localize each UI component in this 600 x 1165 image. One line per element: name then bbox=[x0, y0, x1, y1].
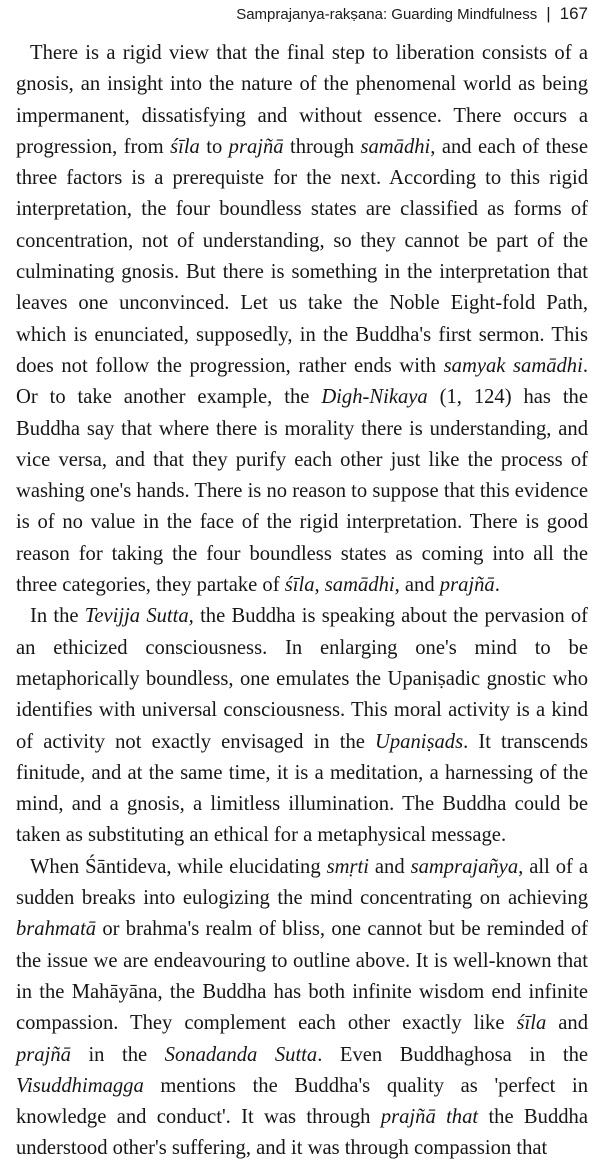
running-title: Samprajanya-rakṣana: Guarding Mindfulness bbox=[236, 5, 538, 23]
paragraph: In the Tevijja Sutta, the Buddha is speaking about the pervasion of an ethicized consciousness. In enlarging one's mind to be metaphorically boundless, one emulates the Upaniṣadic gnostic who identifies with universal consciousness. This moral activity is a kind of activity not exactly envisaged in the Upaniṣads. It transcends finitude, and at the same time, it is a meditation, a harnessing of the mind, and a gnosis, a limitless illumination. The Buddha could be taken as substituting an ethical for a metaphysical message. bbox=[16, 605, 589, 847]
italic-term: Digh-Nikaya bbox=[321, 386, 428, 409]
italic-term: Sonadanda Sutta bbox=[164, 1043, 318, 1066]
header-separator: | bbox=[546, 4, 551, 23]
paragraph: When Śāntideva, while elucidating smṛti and samprajañya, all of a sudden breaks into eulogizing the mind concentrating on achieving brahmatā or brahma's realm of bliss, one cannot but be reminded of the issue we are endeavouring to outline above. It is well-known that in the Mahāyāna, the Buddha has both infinite wisdom end infinite compassion. They complement each other exactly like śīla and prajñā in the Sonadanda Sutta. Even Buddhaghosa in the Visuddhimagga mentions the Buddha's quality as 'perfect in knowledge and conduct'. It was through prajñā that the Buddha understood other's suffering, and it was through compassion that bbox=[16, 855, 589, 1160]
italic-term: samādhi bbox=[360, 135, 431, 158]
italic-term: śīla bbox=[516, 1012, 547, 1035]
italic-term: smṛti bbox=[326, 855, 369, 878]
italic-term: prajñā bbox=[16, 1043, 71, 1066]
italic-term: śīla bbox=[170, 135, 200, 158]
italic-term: Visuddhimagga bbox=[16, 1074, 144, 1097]
italic-term: śīla bbox=[284, 574, 315, 597]
italic-term: samprajañya, bbox=[410, 855, 524, 878]
italic-term: Tevijja Sutta, bbox=[84, 605, 194, 628]
italic-term: brahmatā bbox=[16, 918, 97, 941]
italic-term: prajñā that bbox=[380, 1106, 479, 1129]
italic-term: Upaniṣads bbox=[375, 730, 464, 753]
page-number: 167 bbox=[559, 4, 588, 23]
page-body bbox=[16, 38, 588, 1165]
italic-term: prajñā bbox=[439, 574, 495, 597]
italic-term: samyak samādhi bbox=[443, 354, 583, 377]
paragraph: There is a rigid view that the final step to liberation consists of a gnosis, an insight into the nature of the phenomenal world as being impermanent, dissatisfying and without essence. There occurs a progression, from śīla to prajñā through samādhi, and each of these three factors is a prerequiste for the next. According to this rigid interpretation, the four boundless states are classified as forms of concentration, not of understanding, so they cannot be part of the culminating gnosis. But there is something in the interpretation that leaves one unconvinced. Let us take the Noble Eight-fold Path, which is enunciated, supposedly, in the Buddha's first sermon. This does not follow the progression, rather ends with samyak samādhi. Or to take another example, the Digh-Nikaya (1, 124) has the Buddha say that where there is morality there is understanding, and vice versa, and that they purify each other just like the process of washing one's hands. There is no reason to suppose that this evidence is of no value in the face of the rigid interpretation. There is good reason for taking the four boundless states as coming into all the three categories, they partake of śīla, samādhi, and prajñā. bbox=[16, 42, 588, 597]
italic-term: samādhi bbox=[324, 574, 395, 597]
italic-term: prajñā bbox=[228, 135, 284, 158]
running-header bbox=[236, 4, 588, 24]
